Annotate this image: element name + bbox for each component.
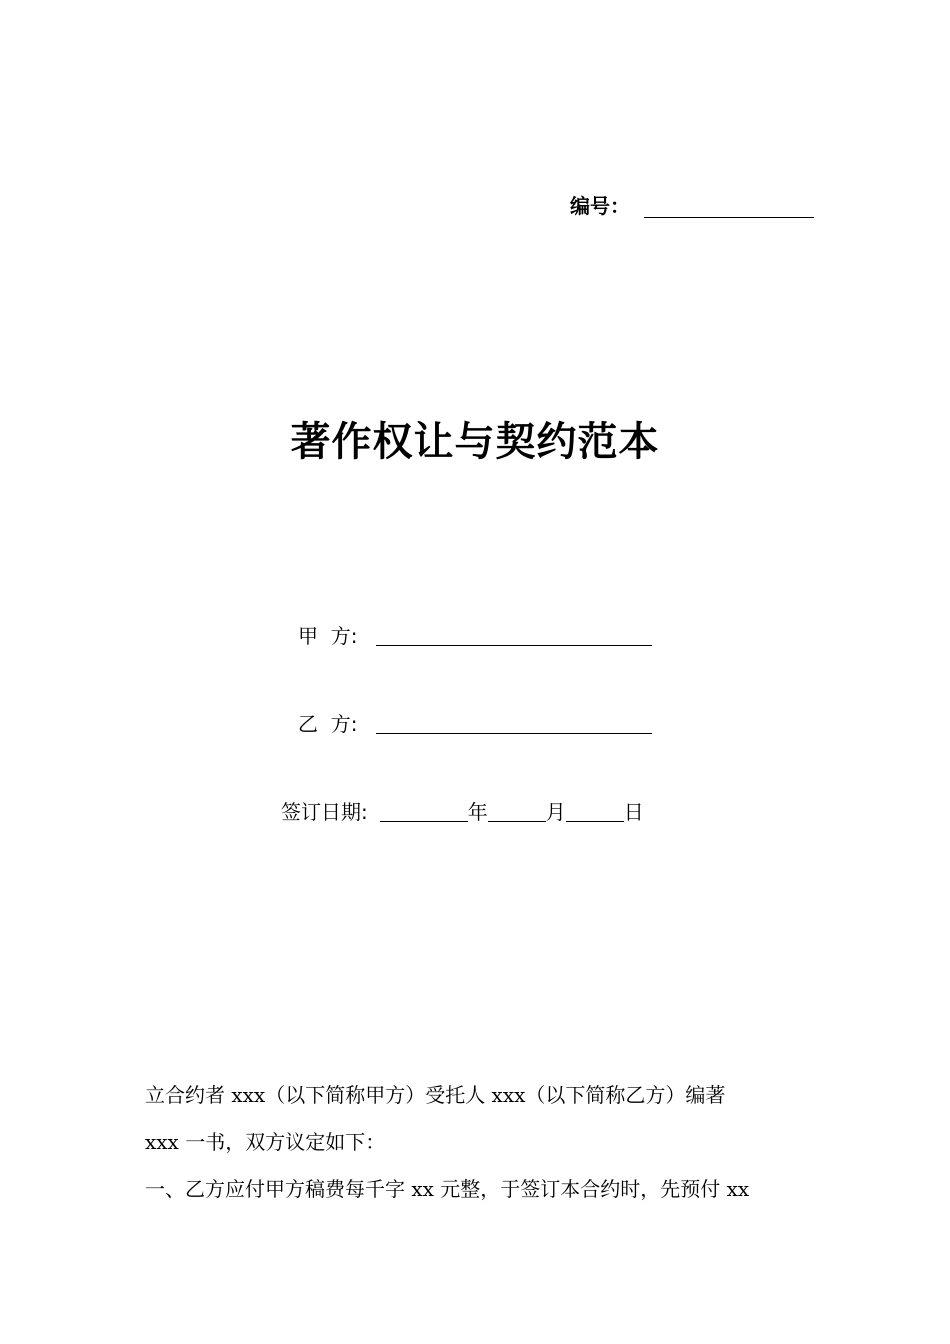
- body-line: 立合约者 xxx（以下简称甲方）受托人 xxx（以下简称乙方）编著: [145, 1083, 726, 1107]
- document-title: 著作权让与契约范本: [290, 419, 660, 465]
- year-label: 年: [467, 799, 488, 824]
- month-blank[interactable]: [488, 799, 546, 822]
- month-label: 月: [545, 799, 566, 824]
- contract-body: [145, 1072, 809, 1213]
- day-blank[interactable]: [566, 799, 624, 822]
- party-b-blank[interactable]: [376, 711, 652, 734]
- body-line: 一、乙方应付甲方稿费每千字 xx 元整，于签订本合约时，先预付 xx: [145, 1177, 750, 1201]
- party-a-row: [298, 619, 652, 649]
- signing-date-row: [281, 795, 644, 825]
- document-number: [570, 188, 814, 220]
- body-line: xxx 一书，双方议定如下：: [145, 1130, 386, 1154]
- signing-date-label: 签订日期:: [281, 799, 368, 824]
- day-label: 日: [623, 799, 644, 824]
- year-blank[interactable]: [380, 799, 468, 822]
- party-b-row: [298, 707, 652, 737]
- party-a-blank[interactable]: [376, 623, 652, 646]
- party-a-label: 甲 方:: [298, 623, 358, 648]
- document-number-label: 编号：: [570, 193, 630, 218]
- document-number-blank[interactable]: [644, 191, 814, 218]
- party-b-label: 乙 方:: [298, 711, 358, 736]
